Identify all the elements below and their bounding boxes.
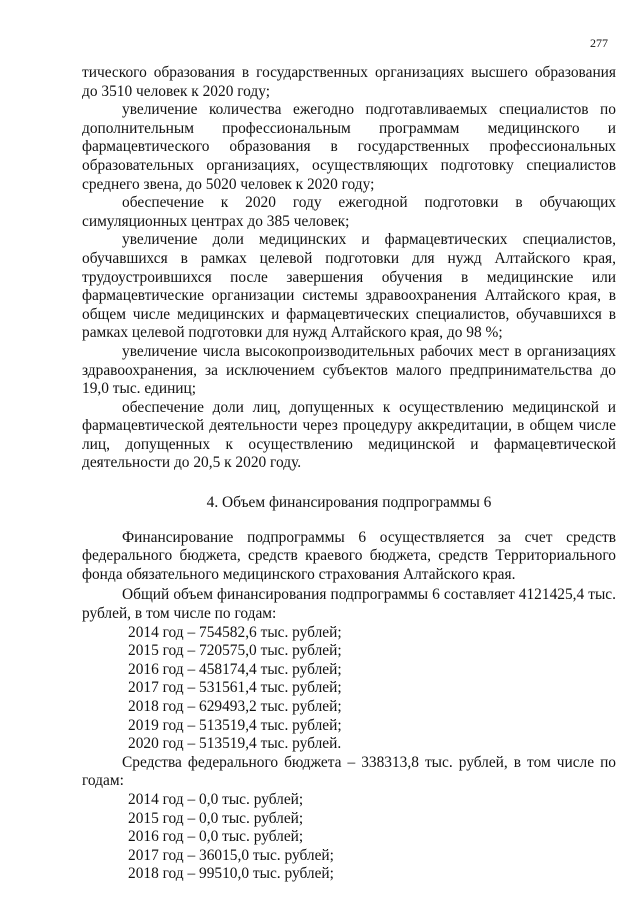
list-item: 2015 год – 0,0 тыс. рублей; [128,809,304,827]
list-item: 2016 год – 0,0 тыс. рублей; [128,828,304,846]
paragraph: обеспечение к 2020 году ежегодной подготовки в обучающих симуляционных центрах до 385 человек; [82,194,616,230]
section-heading: 4. Объем финансирования подпрограммы 6 [206,494,492,512]
list-item: 2020 год – 513519,4 тыс. рублей. [128,735,342,753]
list-item: 2017 год – 531561,4 тыс. рублей; [128,679,342,697]
federal-volume: Средства федерального бюджета – 338313,8 тыс. рублей, в том числе по годам: [82,753,616,790]
page-body [82,64,616,884]
list-item: 2017 год – 36015,0 тыс. рублей; [128,846,334,864]
total-by-year-list [82,624,616,754]
paragraph: увеличение числа высокопроизводительных рабочих мест в организациях здравоохранения, за исключением субъектов малого предпринимательства до 19,0 тыс. единиц; [82,342,616,398]
list-item: 2014 год – 0,0 тыс. рублей; [128,790,304,808]
paragraph: увеличение количества ежегодно подготавливаемых специалистов по дополнительным профессиональным программам медицинского и фармацевтического образования в государственных профессиональных образовательных организациях, осуществляющих подготовку специалистов среднего звена, до 5020 человек к 2020 году; [82,101,616,193]
list-item: 2014 год – 754582,6 тыс. рублей; [128,623,342,641]
federal-by-year-list [82,791,616,884]
page-number: 277 [590,36,608,50]
list-item: 2019 год – 513519,4 тыс. рублей; [128,716,342,734]
list-item: 2015 год – 720575,0 тыс. рублей; [128,642,342,660]
financing-intro: Финансирование подпрограммы 6 осуществляется за счет средств федерального бюджета, средств краевого бюджета, средств Территориального фонда обязательного медицинского страхования Алтайского края. [82,528,616,583]
paragraph: увеличение доли медицинских и фармацевтических специалистов, обучавшихся в рамках целевой подготовки для нужд Алтайского края, трудоустроившихся после завершения обучения в медицинские или фармацевтические организации системы здравоохранения Алтайского края, в общем числе медицинских и фармацевтических специалистов, обучавшихся в рамках целевой подготовки для нужд Алтайского края, до 98 %; [82,231,616,342]
paragraph: тического образования в государственных организациях высшего образования до 3510 человек к 2020 году; [82,64,616,100]
list-item: 2018 год – 629493,2 тыс. рублей; [128,698,342,715]
total-volume: Общий объем финансирования подпрограммы 6 составляет 4121425,4 тыс. рублей, в том числе по годам: [82,586,616,623]
list-item: 2016 год – 458174,4 тыс. рублей; [128,660,342,678]
list-item: 2018 год – 99510,0 тыс. рублей; [128,865,334,883]
paragraph: обеспечение доли лиц, допущенных к осуществлению медицинской и фармацевтической деятельности через процедуру аккредитации, в общем числе лиц, допущенных к осуществлению медицинской и фармацевтической деятельности до 20,5 к 2020 году. [82,398,616,472]
